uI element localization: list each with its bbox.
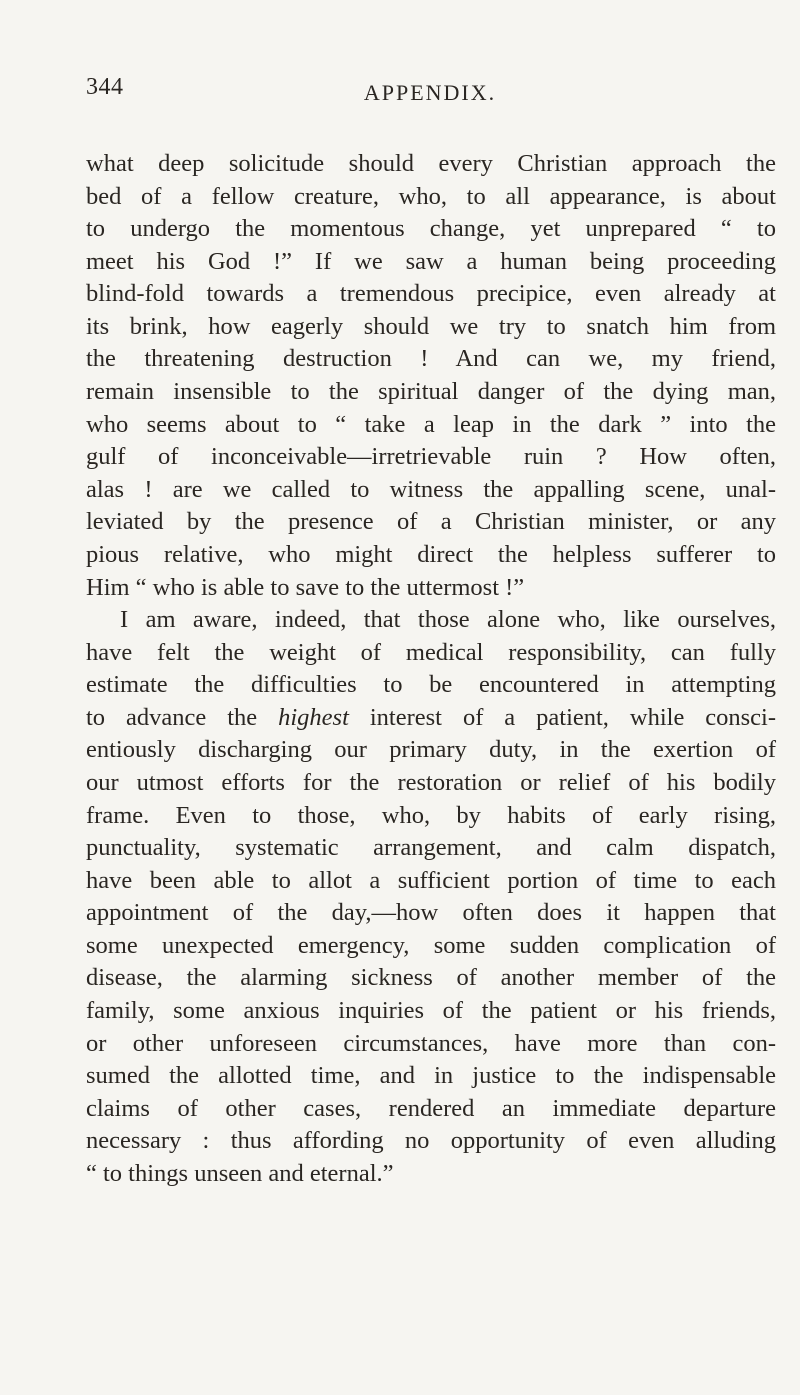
text-line: punctuality, systematic arrangement, and calm dispatch, — [86, 834, 776, 862]
text-line: some unexpected emergency, some sudden complication of — [86, 931, 776, 959]
body-text — [86, 148, 776, 1191]
text-line: Him “ who is able to save to the uttermost !” — [86, 573, 525, 601]
text-line: family, some anxious inquiries of the patient or his friends, — [86, 997, 776, 1025]
text-line: sumed the allotted time, and in justice to the indispensable — [86, 1062, 776, 1090]
text-line: its brink, how eagerly should we try to snatch him from — [86, 312, 776, 340]
text-line: entiously discharging our primary duty, in the exertion of — [86, 736, 776, 764]
text-line: blind-fold towards a tremendous precipice, even already at — [86, 280, 776, 308]
text-line: meet his God !” If we saw a human being proceeding — [86, 247, 776, 275]
text-line: “ to things unseen and eternal.” — [86, 1159, 394, 1187]
text-line: alas ! are we called to witness the appalling scene, unal- — [86, 475, 776, 503]
text-line: disease, the alarming sickness of another member of the — [86, 964, 776, 992]
text-line: to undergo the momentous change, yet unprepared “ to — [86, 215, 776, 243]
text-segment: interest of a patient, while consci- — [369, 703, 777, 731]
text-line: or other unforeseen circumstances, have more than con- — [86, 1029, 776, 1057]
text-line: gulf of inconceivable—irretrievable ruin ? How often, — [86, 443, 776, 471]
text-line: I am aware, indeed, that those alone who, like ourselves, — [120, 606, 776, 634]
text-line: remain insensible to the spiritual danger of the dying man, — [86, 378, 776, 406]
text-line: the threatening destruction ! And can we, my friend, — [86, 345, 776, 373]
text-line-with-italic — [86, 702, 776, 735]
text-segment: to advance the — [86, 703, 258, 731]
text-line: have felt the weight of medical responsibility, can fully — [86, 638, 776, 666]
page-number: 344 — [86, 74, 124, 100]
text-line: pious relative, who might direct the helpless sufferer to — [86, 540, 776, 568]
text-line: our utmost efforts for the restoration or relief of his bodily — [86, 768, 776, 796]
text-line: who seems about to “ take a leap in the dark ” into the — [86, 410, 776, 438]
italic-emphasis: highest — [278, 703, 349, 731]
text-line: frame. Even to those, who, by habits of early rising, — [86, 801, 776, 829]
text-line: appointment of the day,—how often does it happen that — [86, 899, 776, 927]
text-line: what deep solicitude should every Christian approach the — [86, 150, 776, 177]
text-line: estimate the difficulties to be encountered in attempting — [86, 671, 776, 699]
text-line: have been able to allot a sufficient portion of time to each — [86, 866, 776, 894]
text-line: bed of a fellow creature, who, to all appearance, is about — [86, 182, 776, 210]
text-line: claims of other cases, rendered an immediate departure — [86, 1094, 776, 1122]
text-line: leviated by the presence of a Christian minister, or any — [86, 508, 776, 536]
running-head: APPENDIX. — [363, 80, 497, 105]
text-line: necessary : thus affording no opportunity of even alluding — [86, 1127, 776, 1155]
